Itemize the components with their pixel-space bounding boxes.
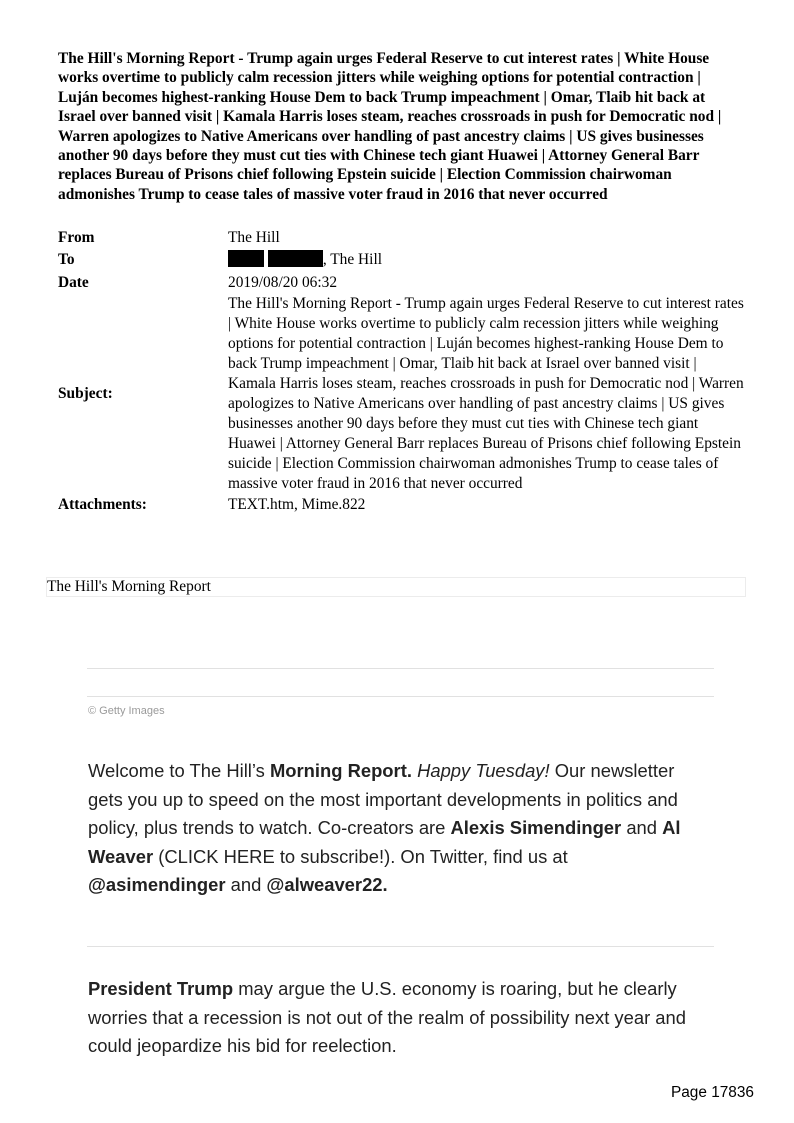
from-row: [58, 228, 748, 248]
image-credit: © Getty Images: [88, 705, 165, 717]
story-text: may argue the U.S. economy is roaring, but he clearly worries that a recession is not out of the realm of possibility next year and could jeopardize his bid for reelection.: [88, 978, 686, 1057]
divider: [87, 696, 714, 697]
welcome-text: and: [225, 874, 267, 896]
author-name: Alexis Simendinger: [450, 817, 622, 839]
to-value: [228, 248, 748, 272]
welcome-text: (CLICK HERE to subscribe!). On Twitter, find us at: [153, 845, 568, 867]
attachments-row: [58, 494, 748, 516]
to-recipient-org: , The Hill: [322, 251, 382, 268]
twitter-handle: @asimendinger: [88, 874, 226, 896]
to-label: To: [58, 251, 75, 268]
welcome-text: and: [621, 817, 663, 839]
divider: [87, 668, 714, 669]
date-value: 2019/08/20 06:32: [228, 274, 338, 291]
attachments-value: TEXT.htm, Mime.822: [228, 496, 366, 513]
report-header-text: The Hill's Morning Report: [47, 578, 211, 595]
subject-value: The Hill's Morning Report - Trump again urges Federal Reserve to cut interest rates | White House works overtime to publicly calm recession jitters while weighing options for potential contraction | Luján becomes highest-ranking House Dem to back Trump impeachment | Omar, Tlaib hit back at Israel over banned visit | Kamala Harris loses steam, reaches crossroads in push for Democratic nod | Warren apologizes to Native Americans over handling of past ancestry claims | US gives businesses another 90 days before they must cut ties with Chinese tech giant Huawei | Attorney General Barr replaces Bureau of Prisons chief following Epstein suicide | Election Commission chairwoman admonishes Trump to cease tales of massive voter fraud in 2016 that never occurred: [228, 295, 744, 492]
page-number: Page 17836: [670, 1084, 754, 1101]
email-title: The Hill's Morning Report - Trump again urges Federal Reserve to cut interest rates | White House works overtime to publicly calm recession jitters while weighing options for potential contraction | Luján becomes highest-ranking House Dem to back Trump impeachment | Omar, Tlaib hit back at Israel over banned visit | Kamala Harris loses steam, reaches crossroads in push for Democratic nod | Warren apologizes to Native Americans over handling of past ancestry claims | US gives businesses another 90 days before they must cut ties with Chinese tech giant Huawei | Attorney General Barr replaces Bureau of Prisons chief following Epstein suicide | Election Commission chairwoman admonishes Trump to cease tales of massive voter fraud in 2016 that never occurred: [58, 50, 722, 203]
attachments-label: Attachments:: [58, 496, 147, 513]
date-row: [58, 272, 748, 294]
subject-row: [58, 294, 748, 494]
president-trump-emphasis: President Trump: [88, 978, 234, 999]
date-label: Date: [58, 274, 89, 291]
to-row: [58, 248, 748, 272]
email-metadata: [58, 228, 748, 516]
from-label: From: [58, 229, 95, 246]
redaction-block: [268, 250, 323, 267]
story-paragraph: [88, 975, 708, 1061]
welcome-text: Our newsletter gets you up to speed on the most important developments in politics and policy, plus trends to watch. Co-creators are: [88, 760, 678, 839]
report-header-box: [46, 577, 746, 597]
morning-report-emphasis: Morning Report.: [269, 760, 412, 781]
happy-tuesday-emphasis: Happy Tuesday!: [417, 760, 550, 781]
redaction-block: [228, 250, 264, 267]
author-name: Al Weaver: [88, 817, 681, 867]
welcome-paragraph: [88, 757, 708, 900]
from-value: The Hill: [228, 229, 280, 246]
twitter-handle: @alweaver22.: [266, 874, 388, 896]
welcome-text: Welcome to The Hill’s: [88, 760, 270, 781]
divider: [87, 946, 714, 947]
subject-label: Subject:: [58, 385, 113, 402]
